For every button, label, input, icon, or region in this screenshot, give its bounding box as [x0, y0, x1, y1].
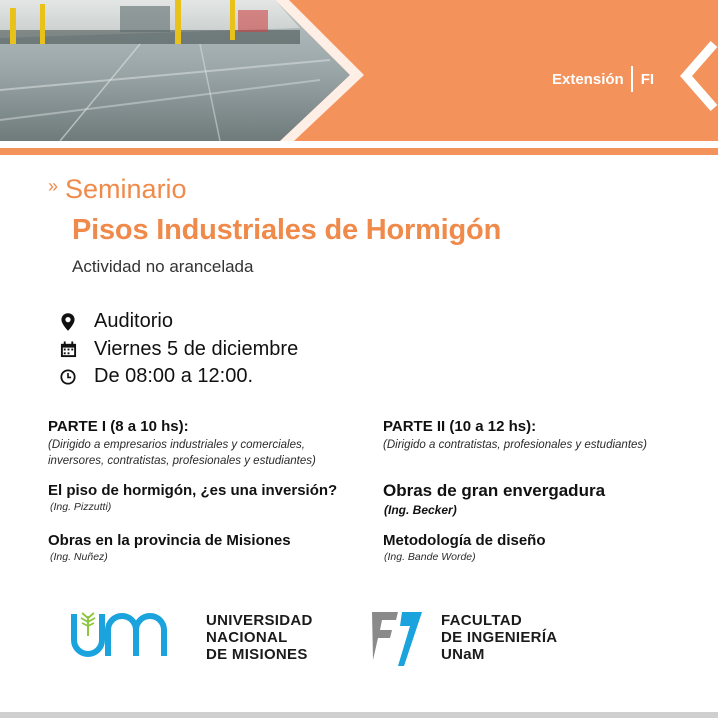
unam-line2: NACIONAL	[206, 629, 288, 646]
calendar-icon	[58, 340, 78, 360]
seminar-kicker	[48, 174, 187, 205]
talk-title: Obras de gran envergadura	[383, 481, 606, 500]
location-row	[58, 310, 173, 333]
location-pin-icon	[58, 312, 78, 332]
brand-fi: FI	[640, 70, 655, 88]
part2-audience	[383, 437, 713, 453]
clock-icon	[58, 367, 78, 387]
brand-extension: Extensión	[552, 70, 624, 88]
talk-title: El piso de hormigón, ¿es una inversión?	[48, 482, 338, 499]
seminar-subtitle: Actividad no arancelada	[72, 257, 254, 276]
unam-logo-mark	[68, 606, 188, 662]
fi-line3: UNaM	[441, 646, 485, 663]
extension-fi-brand	[552, 66, 654, 92]
location-text: Auditorio	[94, 310, 173, 332]
unam-line1: UNIVERSIDAD	[206, 612, 313, 629]
seminar-label: Seminario	[65, 174, 187, 204]
part1-audience-line1: (Dirigido a empresarios industriales y comerciales,	[48, 439, 305, 451]
date-text: Viernes 5 de diciembre	[94, 338, 299, 360]
fi-line2: DE INGENIERÍA	[441, 629, 558, 646]
talk-speaker: (Ing. Becker)	[384, 503, 457, 517]
talk-title: Metodología de diseño	[383, 532, 546, 549]
double-arrow-icon: »	[48, 176, 59, 196]
fi-logo-mark	[370, 608, 426, 668]
unam-line3: DE MISIONES	[206, 646, 308, 663]
talk-speaker: (Ing. Nuñez)	[50, 551, 108, 563]
date-row	[58, 338, 298, 361]
seminar-title: Pisos Industriales de Hormigón	[72, 214, 502, 246]
time-row	[58, 365, 253, 388]
fi-logo-text	[441, 612, 557, 663]
brand-divider	[631, 66, 633, 92]
talk-speaker: (Ing. Pizzutti)	[50, 501, 112, 513]
bottom-border	[0, 712, 718, 718]
talk-speaker: (Ing. Bande Worde)	[384, 551, 476, 563]
talk-title: Obras en la provincia de Misiones	[48, 532, 291, 549]
part2-audience-line1: (Dirigido a contratistas, profesionales y estudiantes)	[383, 439, 647, 451]
chevron-left-icon	[680, 40, 718, 112]
header-stripe	[0, 148, 718, 155]
part1-heading: PARTE I (8 a 10 hs):	[48, 418, 189, 435]
unam-logo-text	[206, 612, 313, 663]
part1-audience	[48, 437, 378, 469]
part2-heading: PARTE II (10 a 12 hs):	[383, 418, 537, 435]
time-text: De 08:00 a 12:00.	[94, 365, 254, 387]
part1-audience-line2: inversores, contratistas, profesionales y estudiantes)	[48, 455, 316, 467]
fi-line1: FACULTAD	[441, 612, 522, 629]
